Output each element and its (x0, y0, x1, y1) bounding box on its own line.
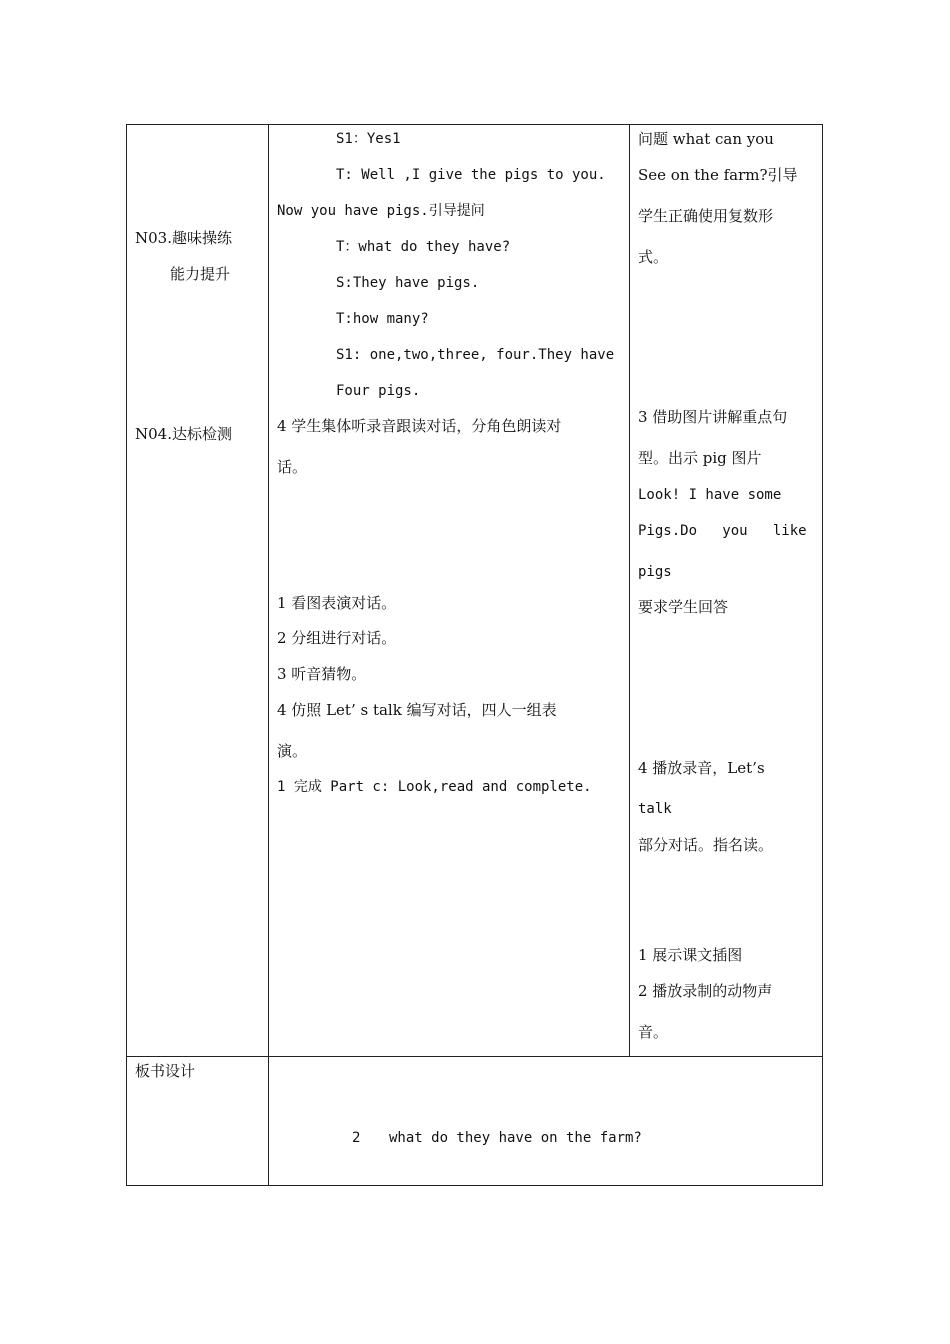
teacher-question: 问题 what can you (638, 130, 774, 148)
column-divider-2 (629, 124, 630, 1057)
section-4-title: N04.达标检测 (135, 425, 232, 443)
teacher-explain: pigs (638, 564, 672, 580)
dialog-line: T:how many? (336, 311, 429, 327)
teacher-show: 2 播放录制的动物声 (638, 982, 773, 1000)
column-divider-1 (268, 124, 269, 1186)
listen-activity: 4 学生集体听录音跟读对话，分角色朗读对 (277, 417, 562, 435)
listen-activity: 话。 (277, 458, 308, 476)
teacher-show: 1 展示课文插图 (638, 946, 743, 964)
dialog-line: S:They have pigs. (336, 275, 480, 291)
board-number: 2 (352, 1130, 361, 1146)
dialog-line: Four pigs. (336, 383, 421, 399)
teacher-play: talk (638, 801, 672, 817)
dialog-line: T: Well ,I give the pigs to you. (336, 167, 606, 183)
teacher-play: 4 播放录音，Let’s (638, 759, 765, 777)
dialog-line: Now you have pigs.引导提问 (277, 203, 485, 219)
teacher-question: See on the farm?引导 (638, 166, 798, 184)
board-design-label: 板书设计 (135, 1062, 196, 1080)
dialog-line: S1：Yes1 (336, 131, 401, 147)
teacher-show: 音。 (638, 1023, 669, 1041)
teacher-explain: Look! I have some (638, 487, 782, 503)
section-3-subtitle: 能力提升 (170, 265, 231, 283)
practice-item: 1 看图表演对话。 (277, 594, 397, 612)
row-divider (126, 1056, 823, 1057)
teacher-explain: 型。出示 pig 图片 (638, 449, 762, 467)
teacher-question: 学生正确使用复数形 (638, 207, 774, 225)
teacher-play: 部分对话。指名读。 (638, 836, 774, 854)
section-3-title: N03.趣味操练 (135, 229, 232, 247)
board-text: what do they have on the farm? (389, 1130, 642, 1146)
practice-item: 2 分组进行对话。 (277, 629, 397, 647)
check-item: 1 完成 Part c: Look,read and complete. (277, 779, 592, 795)
dialog-line: T：what do they have? (336, 239, 511, 255)
practice-item: 演。 (277, 742, 308, 760)
practice-item: 3 听音猜物。 (277, 665, 367, 683)
teacher-question: 式。 (638, 248, 669, 266)
teacher-explain: Pigs.Do you like (638, 523, 807, 539)
dialog-line: S1: one,two,three, four.They have (336, 347, 615, 363)
teacher-explain: 要求学生回答 (638, 598, 729, 616)
practice-item: 4 仿照 Let’ s talk 编写对话，四人一组表 (277, 701, 557, 719)
teacher-explain: 3 借助图片讲解重点句 (638, 408, 788, 426)
